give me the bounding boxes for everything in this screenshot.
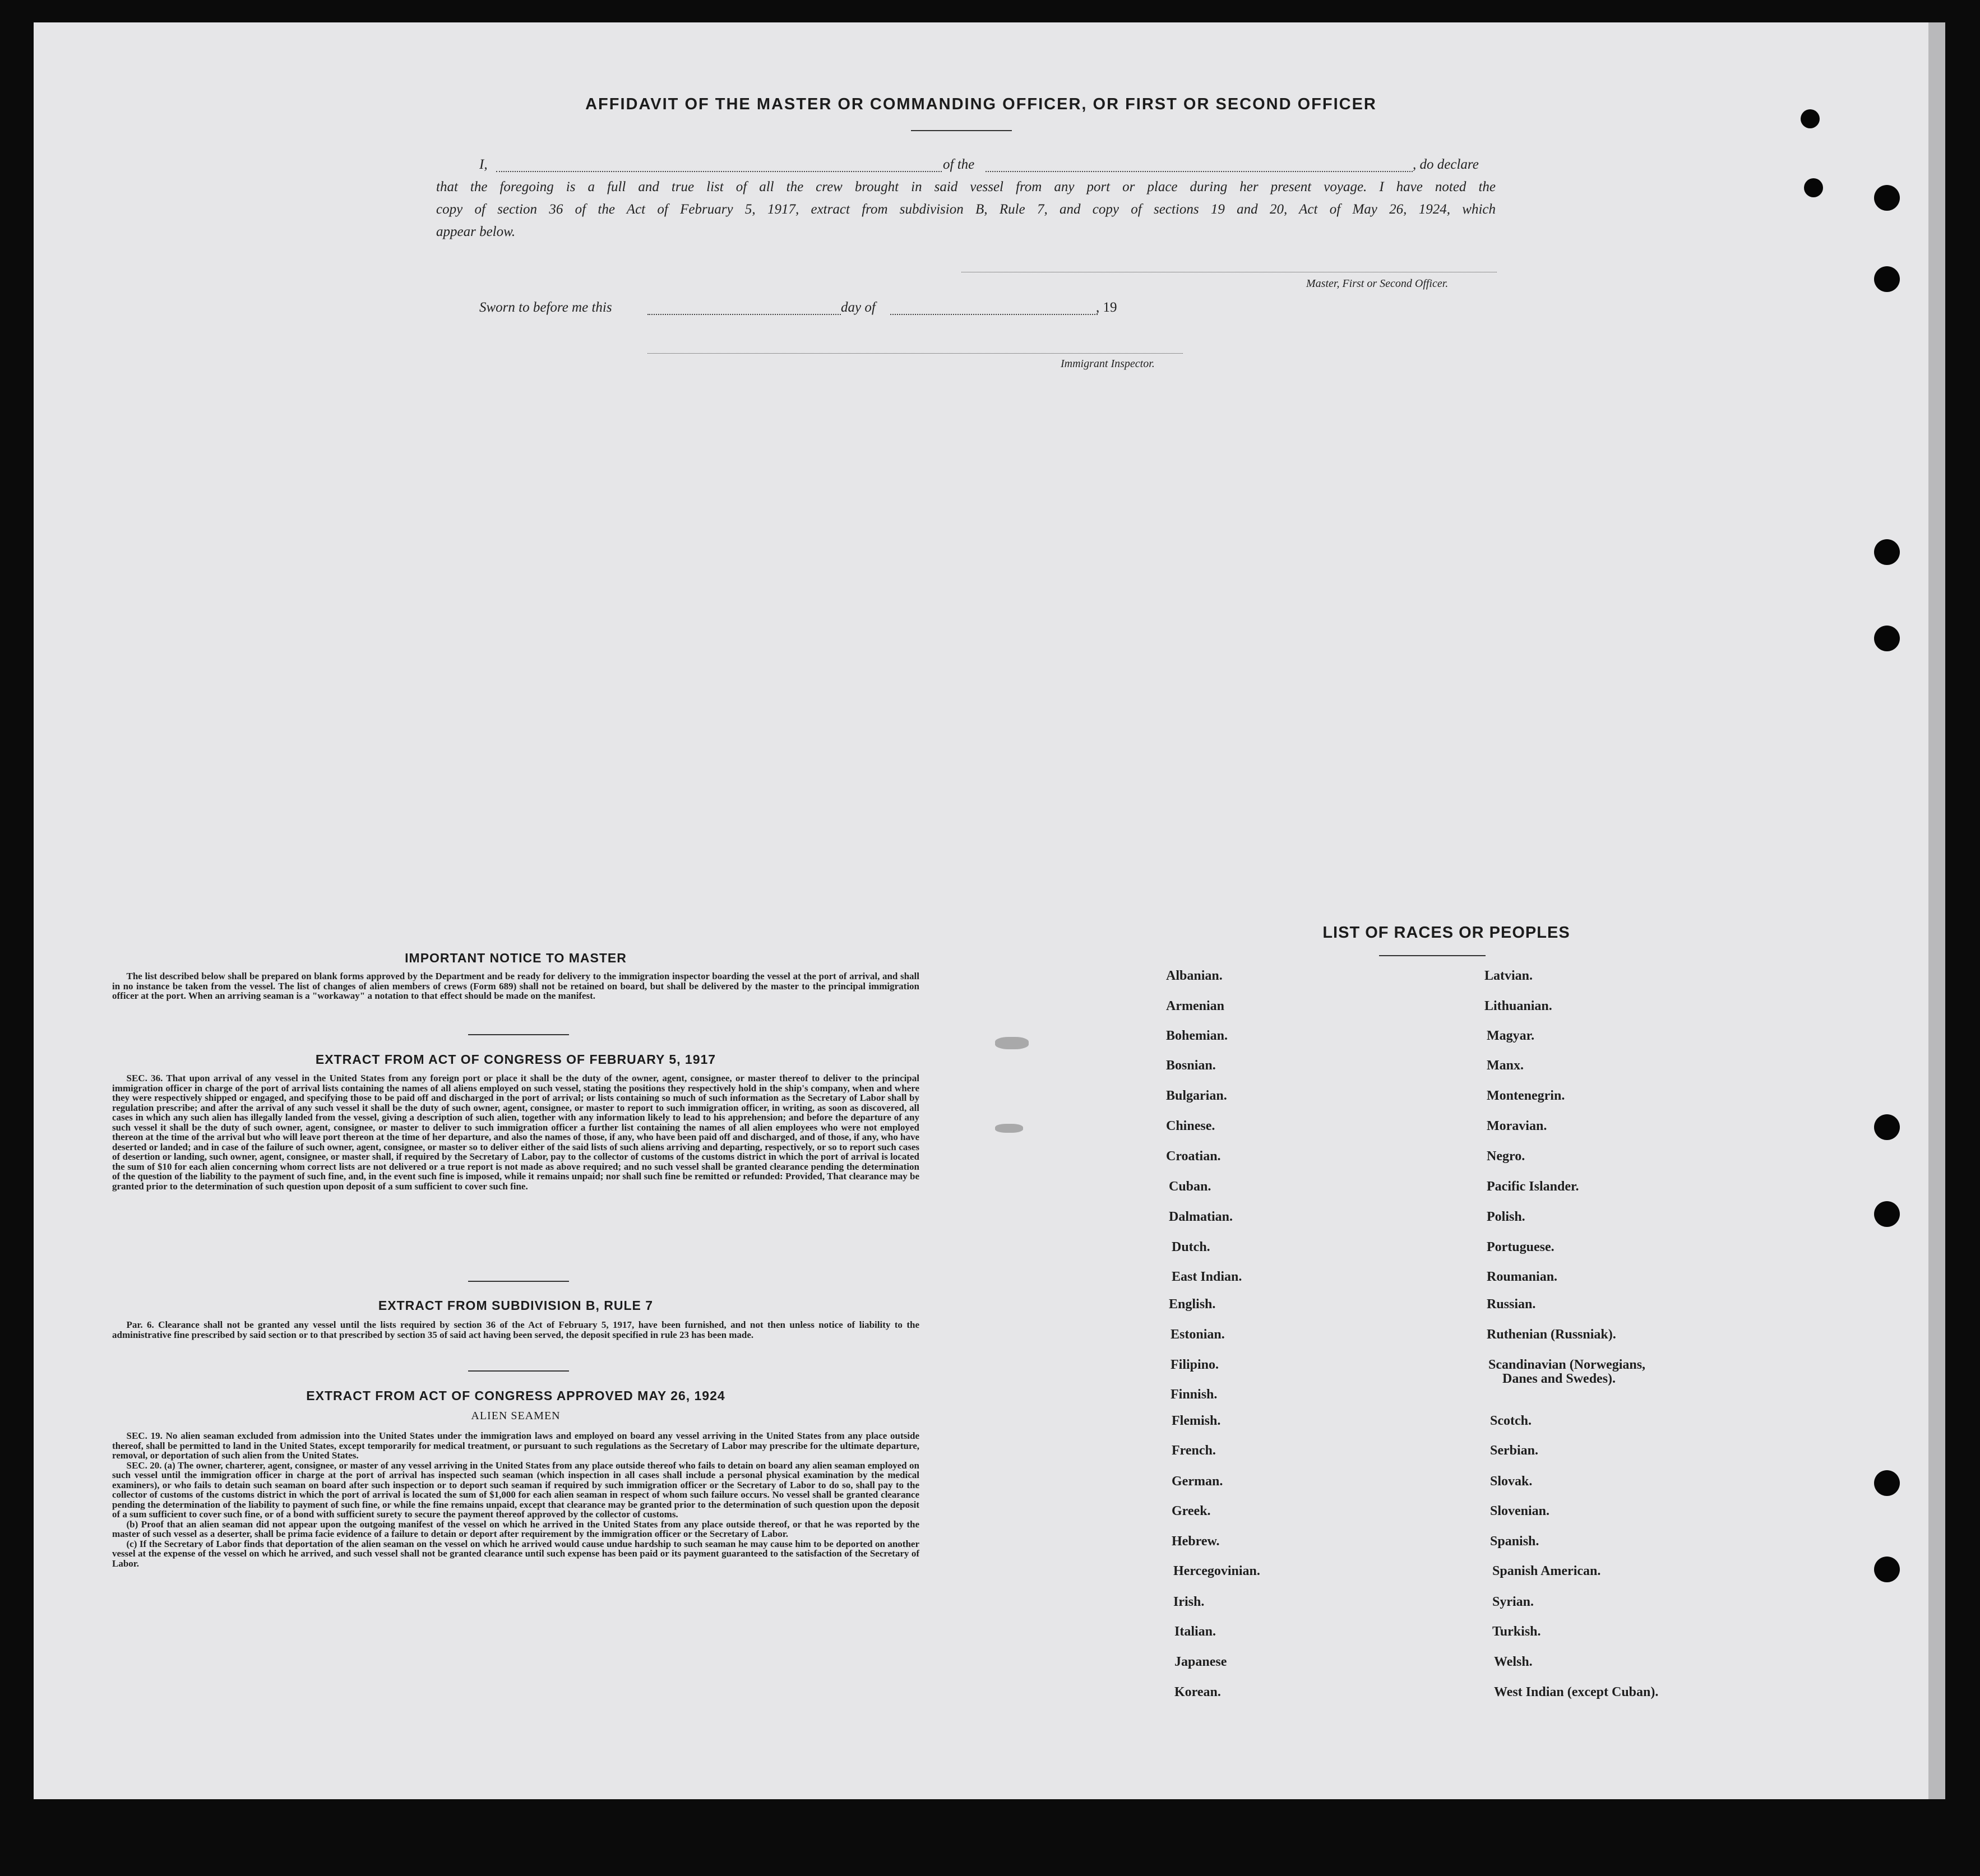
race-right-item: Danes and Swedes). (1502, 1372, 1616, 1386)
race-left-item: Bohemian. (1166, 1029, 1228, 1043)
ink-blot (995, 1124, 1023, 1133)
binder-hole (1874, 185, 1900, 211)
race-right-item: West Indian (except Cuban). (1494, 1685, 1659, 1699)
race-right-item: Syrian. (1492, 1595, 1534, 1609)
race-right-item: Spanish. (1490, 1534, 1539, 1549)
ink-blot (995, 1037, 1029, 1049)
race-right-item: Portuguese. (1487, 1240, 1555, 1254)
affidavit-title: AFFIDAVIT OF THE MASTER OR COMMANDING OFFICER, OR FIRST OR SECOND OFFICER (585, 95, 1377, 113)
race-right-item: Roumanian. (1487, 1270, 1558, 1284)
race-right-item: Spanish American. (1492, 1564, 1601, 1578)
affidavit-line3: copy of section 36 of the Act of February 5, 1917, extract from subdivision B, Rule 7, and copy of sections 19 and 20, Act of May 26, 1924, which (436, 202, 1496, 217)
extract-1917-text: SEC. 36. That upon arrival of any vessel in the United States from any foreign port or place it shall be the duty of the owner, agent, consignee, or master thereof to deliver to the principal immigration officer in charge of the port of arrival lists containing the names of all aliens employed on such vessel, stating the positions they respectively hold in the ship's company, when and where they were respectively shipped or engaged, and specifying those to be paid off and discharged in the port of arrival; or lists containing so much of such information as the Secretary of Labor shall by regulation prescribe; and after the arrival of any such vessel it shall be the duty of such owner, agent, consignee, or master to report to such immigration officer, in writing, as soon as discovered, all cases in which any such alien has illegally landed from the vessel, giving a description of such alien, together with any information likely to lead to his apprehension; and before the departure of any such vessel it shall be the duty of such owner, agent, consignee, or master to deliver to such immigration officer a further list containing the names of all alien employees who were not employed thereon at the time of the arrival but who will leave port thereon at the time of her departure, and also the names of those, if any, who have been paid off and discharged, and of those, if any, who have deserted or landed; and in case of the failure of such owner, agent, consignee, or master so to deliver either of the said lists of such aliens arriving and departing, respectively, or so to report such cases of desertion or landing, such owner, agent, consignee, or master shall, if required by the Secretary of Labor, pay to the collector of customs of the customs district in which the port of arrival is located the sum of $10 for each alien concerning whom correct lists are not delivered or a true report is not made as above required; and no such vessel shall be granted clearance pending the determination of the question of the liability to the payment of such fine, and, in the event such fine is imposed, while it remains unpaid; nor shall such fine be remitted or refunded: Provided, That clearance may be granted prior to the determination of such question upon deposit of a sum sufficient to cover such fine. (112, 1073, 919, 1192)
section-19: SEC. 19. No alien seaman excluded from admission into the United States under the immigration laws and employed on board any vessel arriving in the United States from any place outside thereof, shall be permitted to land in the United States, except temporarily for medical treatment, or pursuant to such regulations as the Secretary of Labor may prescribe for the ultimate departure, removal, or deportation of such alien from the United States. (112, 1430, 919, 1461)
affidavit-declare: , do declare (1413, 157, 1479, 172)
race-left-item: Dalmatian. (1169, 1210, 1233, 1224)
affidavit-line4: appear below. (436, 224, 516, 239)
binder-hole (1874, 1557, 1900, 1582)
race-left-item: German. (1172, 1474, 1223, 1489)
race-right-item: Montenegrin. (1487, 1088, 1565, 1103)
race-right-item: Turkish. (1492, 1624, 1541, 1639)
race-right-item: Serbian. (1490, 1443, 1539, 1458)
race-left-item: Italian. (1174, 1624, 1216, 1639)
affidavit-i: I, (479, 157, 488, 172)
section-20a: SEC. 20. (a) The owner, charterer, agent, consignee, or master of any vessel arriving in the United States from any place outside thereof who fails to detain on board any alien seaman employed on such vessel until the immigration officer in charge at the port of arrival has inspected such seaman (which inspection in all cases shall include a personal physical examination by the medical examiners), or who fails to detain such seaman on board after such inspection or to deport such seaman if required by such immigration officer or the Secretary of Labor to do so, shall pay to the collector of customs of the customs district in which the port of arrival is located the sum of $1,000 for each alien seaman in respect of whom such failure occurs. No vessel shall be granted clearance pending the determination of the liability to payment of such fine, or while the fine remains unpaid, except that clearance may be granted prior to the determination of such question upon the deposit of a sum sufficient to cover such fine, or of a bond with sufficient surety to secure the payment thereof approved by the collector of customs. (112, 1460, 919, 1520)
extract-1924-subtitle: ALIEN SEAMEN (471, 1410, 561, 1422)
sworn-day-blank (647, 314, 841, 315)
race-left-item: Albanian. (1166, 969, 1223, 983)
binder-hole (1874, 266, 1900, 292)
sworn-text: Sworn to before me this (479, 300, 612, 315)
race-left-item: Bulgarian. (1166, 1088, 1227, 1103)
divider (468, 1034, 569, 1035)
extract-rule7-text: Par. 6. Clearance shall not be granted any vessel until the lists required by section 36 of the Act of February 5, 1917, have been furnished, and not then unless notice of liability to the administrative fine prescribed by said section or to that prescribed by section 35 of said act having been served, the deposit specified in rule 23 has been made. (112, 1319, 919, 1340)
page-edge-shadow (1928, 22, 1945, 1799)
race-left-item: Hebrew. (1172, 1534, 1220, 1549)
race-right-item: Polish. (1487, 1210, 1525, 1224)
binder-hole (1801, 109, 1820, 128)
race-right-item: Slovak. (1490, 1474, 1533, 1489)
race-right-item: Moravian. (1487, 1119, 1547, 1133)
sworn-day-of: day of (841, 300, 876, 315)
race-right-item: Slovenian. (1490, 1504, 1550, 1518)
race-left-item: French. (1172, 1443, 1216, 1458)
inspector-signature-line (647, 353, 1183, 354)
title-underline (911, 130, 1012, 131)
divider (468, 1370, 569, 1372)
race-left-item: Cuban. (1169, 1179, 1211, 1194)
vessel-blank (986, 171, 1413, 172)
inspector-label: Immigrant Inspector. (1061, 358, 1155, 370)
binder-hole (1874, 1114, 1900, 1140)
race-left-item: Chinese. (1166, 1119, 1215, 1133)
binder-hole (1874, 539, 1900, 565)
extract-rule7-title: EXTRACT FROM SUBDIVISION B, RULE 7 (378, 1298, 654, 1313)
binder-hole (1874, 626, 1900, 651)
race-left-item: English. (1169, 1297, 1216, 1312)
race-right-item: Scandinavian (Norwegians, (1488, 1358, 1646, 1372)
name-blank (496, 171, 942, 172)
race-left-item: Japanese (1174, 1655, 1227, 1669)
notice-text: The list described below shall be prepared on blank forms approved by the Department and be ready for delivery to the immigration inspector boarding the vessel at the port of arrival, and shall in no instance be taken from the vessel. The list of changes of alien members of crews (Form 689) shall not be retained on board, but shall be delivered by the master to the principal immigration officer at the port. When an arriving seaman is a "workaway" a notation to that effect should be made on the manifest. (112, 971, 919, 1001)
binder-hole (1874, 1470, 1900, 1496)
notice-title: IMPORTANT NOTICE TO MASTER (405, 951, 627, 965)
section-20c: (c) If the Secretary of Labor finds that deportation of the alien seaman on the vessel on which he arrived would cause undue hardship to such seaman he may cause him to be deported on another vessel at the expense of the vessel on which he arrived, and such vessel shall not be granted clearance until such expense has been paid or its payment guaranteed to the satisfaction of the Secretary of Labor. (112, 1538, 919, 1569)
master-signature-label: Master, First or Second Officer. (1306, 277, 1449, 290)
extract-1917-title: EXTRACT FROM ACT OF CONGRESS OF FEBRUARY 5, 1917 (315, 1052, 716, 1067)
races-title-underline (1379, 955, 1486, 956)
race-right-item: Ruthenian (Russniak). (1487, 1327, 1616, 1342)
race-right-item: Welsh. (1494, 1655, 1533, 1669)
race-left-item: East Indian. (1172, 1270, 1242, 1284)
race-left-item: Bosnian. (1166, 1058, 1216, 1073)
race-right-item: Manx. (1487, 1058, 1524, 1073)
sworn-year: , 19 (1096, 300, 1117, 315)
race-left-item: Korean. (1174, 1685, 1221, 1699)
race-left-item: Flemish. (1172, 1414, 1221, 1428)
race-right-item: Pacific Islander. (1487, 1179, 1579, 1194)
divider (468, 1281, 569, 1282)
race-left-item: Hercegovinian. (1173, 1564, 1260, 1578)
affidavit-of-the: of the (943, 157, 975, 172)
race-right-item: Magyar. (1487, 1029, 1535, 1043)
race-left-item: Estonian. (1171, 1327, 1225, 1342)
race-right-item: Negro. (1487, 1149, 1525, 1164)
section-20b: (b) Proof that an alien seaman did not appear upon the outgoing manifest of the vessel on which he arrived in the United States from any place outside thereof, or that he was reported by the master of such vessel as a deserter, shall be prima facie evidence of a failure to detain or deport after requirement by the immigration officer or the Secretary of Labor. (112, 1518, 919, 1539)
races-title: LIST OF RACES OR PEOPLES (1322, 924, 1570, 942)
race-left-item: Armenian (1166, 999, 1224, 1013)
race-left-item: Irish. (1173, 1595, 1205, 1609)
extract-1924-text (112, 1431, 919, 1568)
race-right-item: Scotch. (1490, 1414, 1532, 1428)
affidavit-line2: that the foregoing is a full and true list of all the crew brought in said vessel from any port or place during her present voyage. I have noted the (436, 179, 1496, 194)
binder-hole (1804, 178, 1823, 197)
race-left-item: Finnish. (1171, 1387, 1218, 1402)
sworn-month-blank (890, 314, 1098, 315)
race-left-item: Greek. (1172, 1504, 1211, 1518)
extract-1924-title: EXTRACT FROM ACT OF CONGRESS APPROVED MAY 26, 1924 (306, 1388, 725, 1403)
race-left-item: Croatian. (1166, 1149, 1221, 1164)
race-left-item: Dutch. (1172, 1240, 1210, 1254)
race-right-item: Latvian. (1484, 969, 1533, 983)
binder-hole (1874, 1201, 1900, 1227)
race-right-item: Russian. (1487, 1297, 1536, 1312)
race-right-item: Lithuanian. (1484, 999, 1552, 1013)
race-left-item: Filipino. (1171, 1358, 1219, 1372)
